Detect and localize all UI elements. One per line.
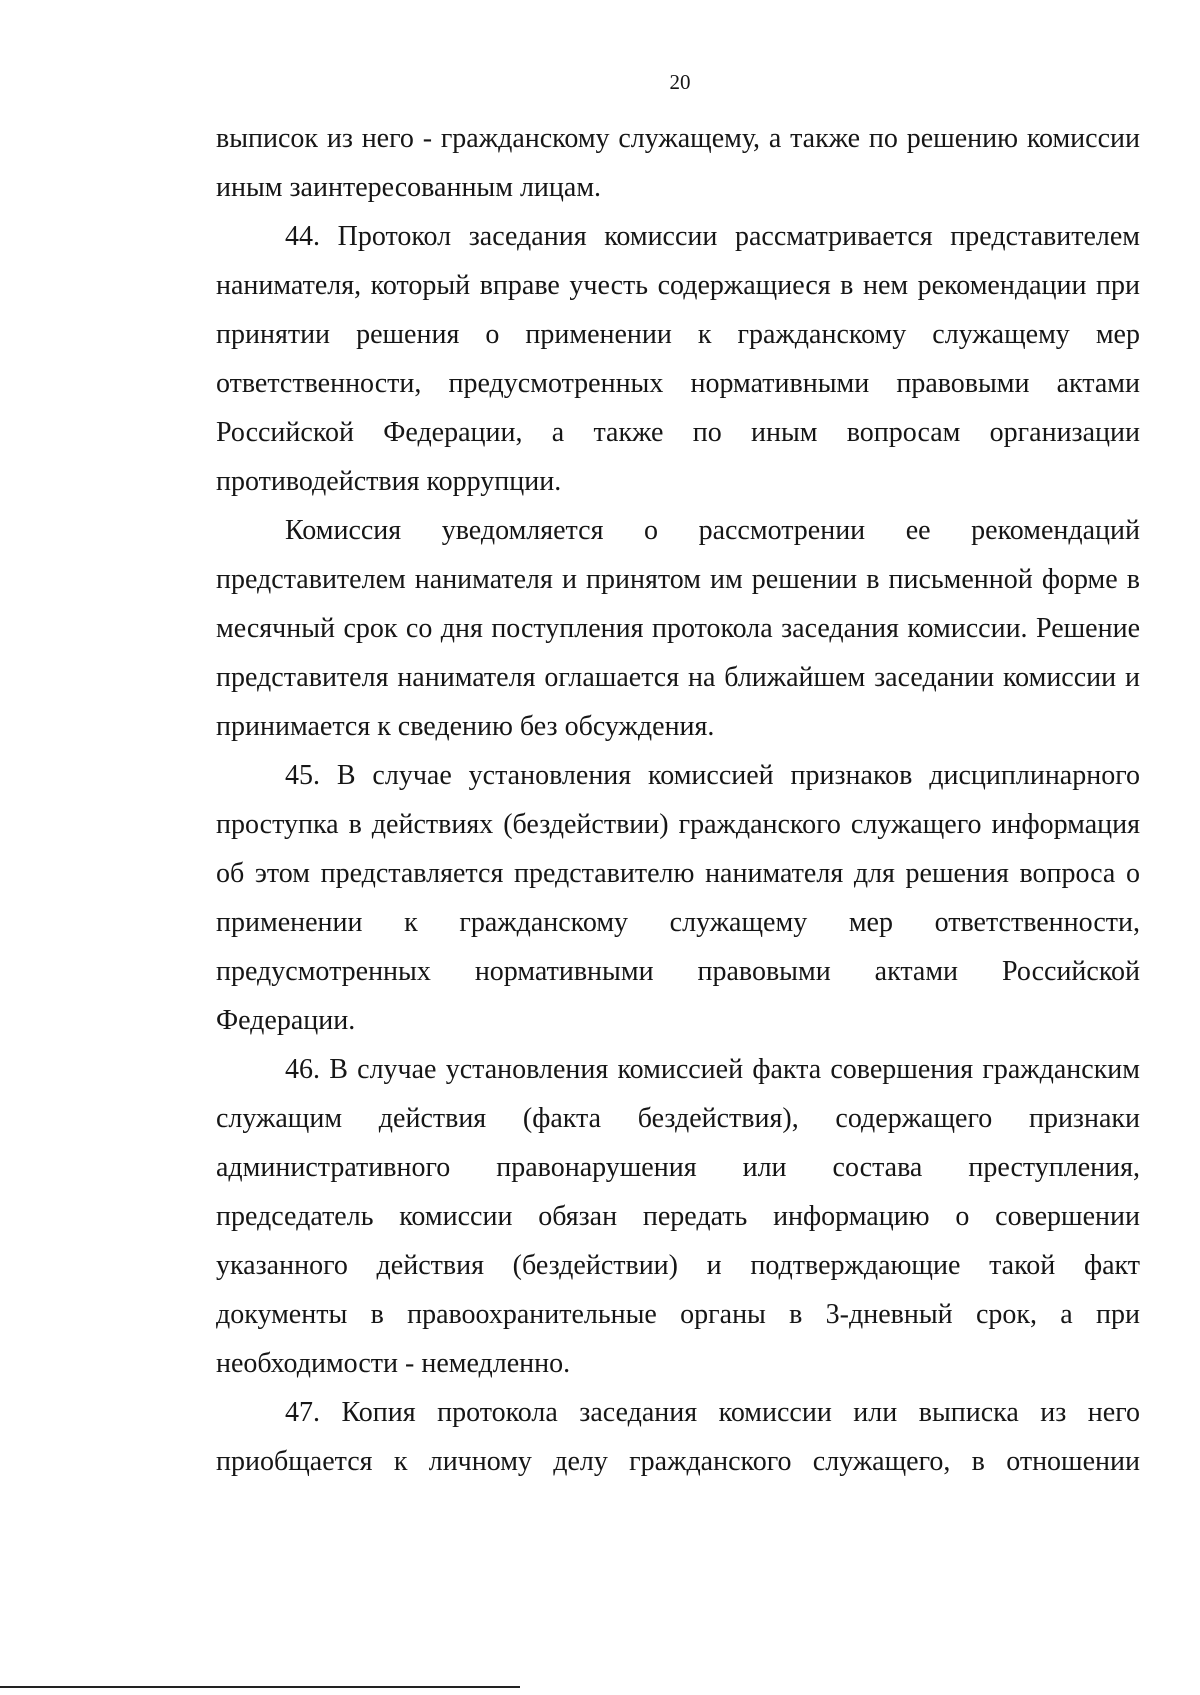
text-line: 44. Протокол заседания комиссии рассматривается представителем xyxy=(285,221,1140,252)
text-line: документы в правоохранительные органы в 3-дневный срок, а при xyxy=(216,1299,1140,1330)
text-line: выписок из него - гражданскому служащему, а также по решению комиссии xyxy=(216,123,1140,154)
paragraph-continuation xyxy=(216,114,1140,212)
text-line: административного правонарушения или состава преступления, xyxy=(216,1152,1140,1183)
text-line: председатель комиссии обязан передать информацию о совершении xyxy=(216,1201,1140,1232)
paragraph-46 xyxy=(216,1045,1140,1388)
text-line: ответственности, предусмотренных нормативными правовыми актами xyxy=(216,368,1140,399)
text-line: принимается к сведению без обсуждения. xyxy=(216,711,715,742)
paragraph-44 xyxy=(216,212,1140,506)
text-line: представителя нанимателя оглашается на ближайшем заседании комиссии и xyxy=(216,662,1140,693)
page-number: 20 xyxy=(669,70,691,94)
text-line: служащим действия (факта бездействия), содержащего признаки xyxy=(216,1103,1140,1134)
text-line: указанного действия (бездействии) и подтверждающие такой факт xyxy=(216,1250,1140,1281)
text-line: противодействия коррупции. xyxy=(216,466,562,497)
scan-edge-rule xyxy=(0,1686,520,1688)
text-line: необходимости - немедленно. xyxy=(216,1348,571,1379)
text-line: месячный срок со дня поступления протокола заседания комиссии. Решение xyxy=(216,613,1140,644)
text-line: об этом представляется представителю нанимателя для решения вопроса о xyxy=(216,858,1140,889)
text-line: 47. Копия протокола заседания комиссии или выписка из него xyxy=(285,1397,1140,1428)
paragraph-44-notification xyxy=(216,506,1140,751)
paragraph-45 xyxy=(216,751,1140,1045)
text-line: нанимателя, который вправе учесть содержащиеся в нем рекомендации при xyxy=(216,270,1140,301)
text-line: принятии решения о применении к гражданскому служащему мер xyxy=(216,319,1140,350)
text-line: Комиссия уведомляется о рассмотрении ее рекомендаций xyxy=(285,515,1140,546)
text-line: иным заинтересованным лицам. xyxy=(216,172,602,203)
text-line: приобщается к личному делу гражданского служащего, в отношении xyxy=(216,1446,1140,1477)
text-line: Российской Федерации, а также по иным вопросам организации xyxy=(216,417,1140,448)
text-line: 45. В случае установления комиссией признаков дисциплинарного xyxy=(285,760,1140,791)
document-body xyxy=(216,114,1140,1486)
paragraph-47 xyxy=(216,1388,1140,1486)
text-line: Федерации. xyxy=(216,1005,356,1036)
text-line: 46. В случае установления комиссией факта совершения гражданским xyxy=(285,1054,1140,1085)
text-line: применении к гражданскому служащему мер ответственности, xyxy=(216,907,1140,938)
text-line: проступка в действиях (бездействии) гражданского служащего информация xyxy=(216,809,1140,840)
text-line: представителем нанимателя и принятом им решении в письменной форме в xyxy=(216,564,1140,595)
text-line: предусмотренных нормативными правовыми актами Российской xyxy=(216,956,1140,987)
